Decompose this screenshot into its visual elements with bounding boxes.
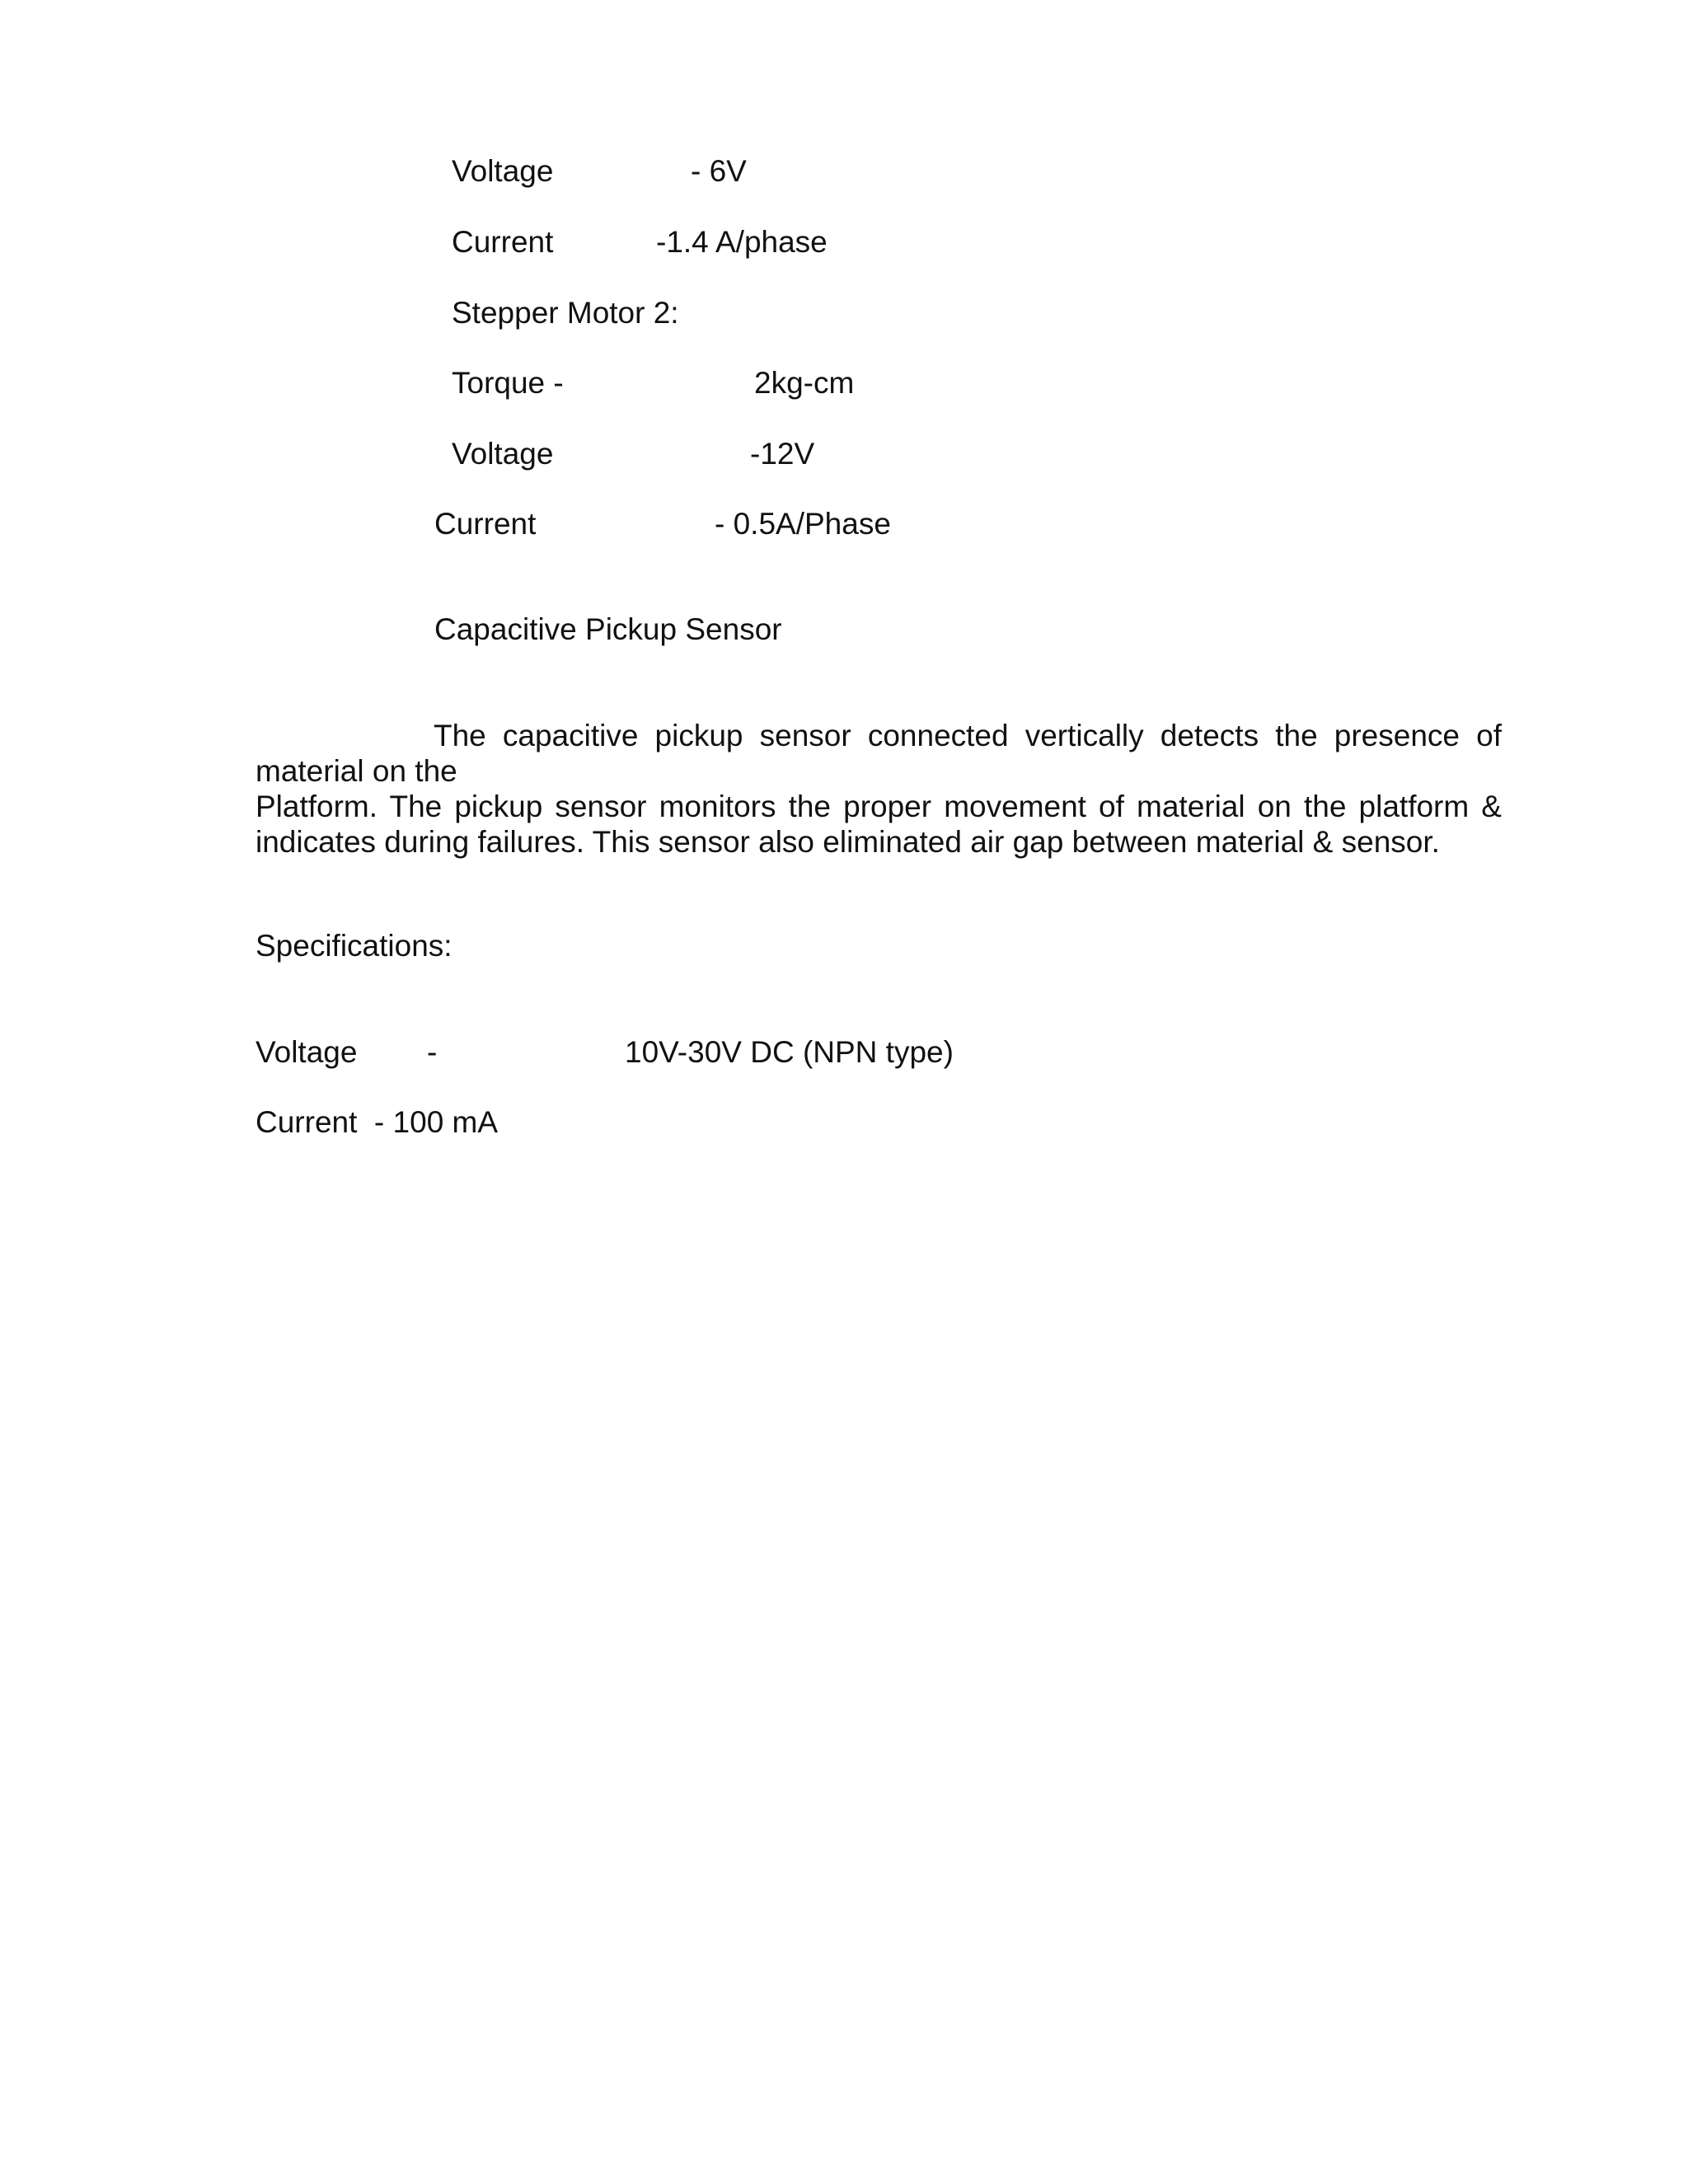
spec-voltage-label: Voltage [256,1035,358,1069]
spec-voltage-value: 10V-30V DC (NPN type) [625,1035,954,1069]
motor2-heading: Stepper Motor 2: [452,296,679,330]
motor2-torque-label: Torque - [452,366,564,400]
motor2-current-label: Current [434,507,537,541]
spec-voltage-dash: - [427,1035,438,1069]
sensor-paragraph-line-3: Platform. The pickup sensor monitors the proper movement of material on the platform & [256,790,1502,823]
sensor-paragraph-line-2: material on the [256,754,457,788]
motor1-voltage-value: - 6V [691,154,747,188]
specifications-heading: Specifications: [256,929,452,963]
spec-current-line: Current - 100 mA [256,1105,499,1139]
motor2-voltage-value: -12V [750,437,815,471]
motor2-voltage-label: Voltage [452,437,554,471]
motor2-torque-value: 2kg-cm [754,366,855,400]
motor1-current-value: -1.4 A/phase [656,225,828,259]
sensor-paragraph-line-1: The capacitive pickup sensor connected vertically detects the presence of [434,719,1502,752]
sensor-heading: Capacitive Pickup Sensor [434,612,782,646]
motor1-current-label: Current [452,225,554,259]
sensor-paragraph [256,718,1502,860]
motor1-voltage-label: Voltage [452,154,554,188]
sensor-paragraph-line-4: indicates during failures. This sensor also eliminated air gap between material & sensor. [256,825,1440,859]
motor2-current-value: - 0.5A/Phase [715,507,891,541]
